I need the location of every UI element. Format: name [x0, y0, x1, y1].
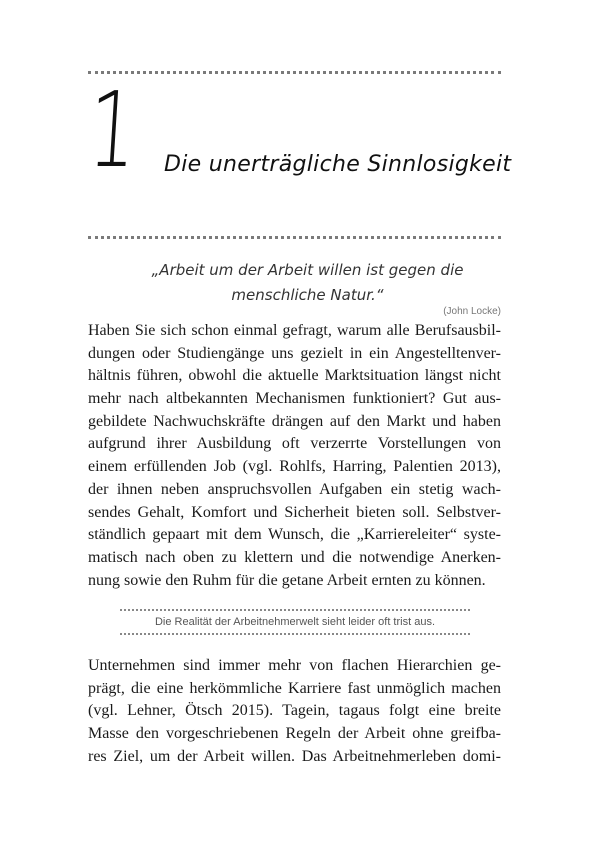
paragraph-line: Masse den vorgeschriebenen Regeln der Arbeit ohne greifba- — [88, 725, 501, 743]
epigraph-quote — [120, 258, 495, 308]
callout-text: Die Realität der Arbeitnehmerwelt sieht leider oft trist aus. — [154, 616, 436, 628]
top-dotted-divider — [88, 71, 501, 74]
epigraph-line: menschliche Natur.“ — [231, 286, 384, 304]
paragraph-line: matisch nach oben zu klettern und die notwendige Anerken- — [88, 548, 501, 566]
body-paragraph-2 — [88, 655, 501, 768]
chapter-number: 1 — [84, 69, 141, 191]
paragraph-line: hältnis führen, obwohl die aktuelle Marktsituation längst nicht — [88, 367, 501, 385]
pull-quote-callout — [120, 609, 470, 635]
paragraph-line: gebildete Nachwuchskräfte drängen auf den Markt und haben — [88, 412, 501, 430]
paragraph-line: Unternehmen sind immer mehr von flachen Hierarchien ge- — [88, 657, 501, 674]
epigraph-author: (John Locke) — [443, 306, 501, 317]
paragraph-line: aufgrund ihrer Ausbildung oft verzerrte Vorstellungen von — [88, 435, 501, 453]
paragraph-line: dungen oder Studiengänge uns gezielt in ein Angestelltenver- — [88, 344, 501, 362]
paragraph-line: res Ziel, um der Arbeit willen. Das Arbeitnehmerleben domi- — [88, 747, 501, 765]
paragraph-line: mehr nach altbekannten Mechanismen funktioniert? Gut aus- — [88, 390, 501, 408]
paragraph-line: nung sowie den Ruhm für die getane Arbeit ernten zu können. — [88, 571, 486, 589]
body-paragraph-1 — [88, 320, 501, 592]
paragraph-line: ständlich gepaart mit dem Wunsch, die „Karriereleiter“ syste- — [88, 526, 501, 544]
chapter-dotted-divider — [88, 236, 501, 239]
paragraph-line: einem erfüllenden Job (vgl. Rohlfs, Harring, Palentien 2013), — [88, 458, 501, 476]
paragraph-line: der ihnen neben anspruchsvollen Aufgaben ein stetig wach- — [88, 480, 501, 498]
paragraph-line: (vgl. Lehner, Ötsch 2015). Tagein, tagaus folgt eine breite — [88, 702, 501, 720]
chapter-title: Die unerträgliche Sinnlosigkeit — [164, 152, 512, 177]
epigraph-line: „Arbeit um der Arbeit willen ist gegen die — [151, 261, 464, 279]
paragraph-line: sendes Gehalt, Komfort und Sicherheit bieten soll. Selbstver- — [88, 503, 501, 521]
paragraph-line: Haben Sie sich schon einmal gefragt, warum alle Berufsausbil- — [88, 322, 501, 339]
paragraph-line: prägt, die eine herkömmliche Karriere fast unmöglich machen — [88, 679, 501, 697]
callout-bottom-divider — [120, 633, 470, 635]
